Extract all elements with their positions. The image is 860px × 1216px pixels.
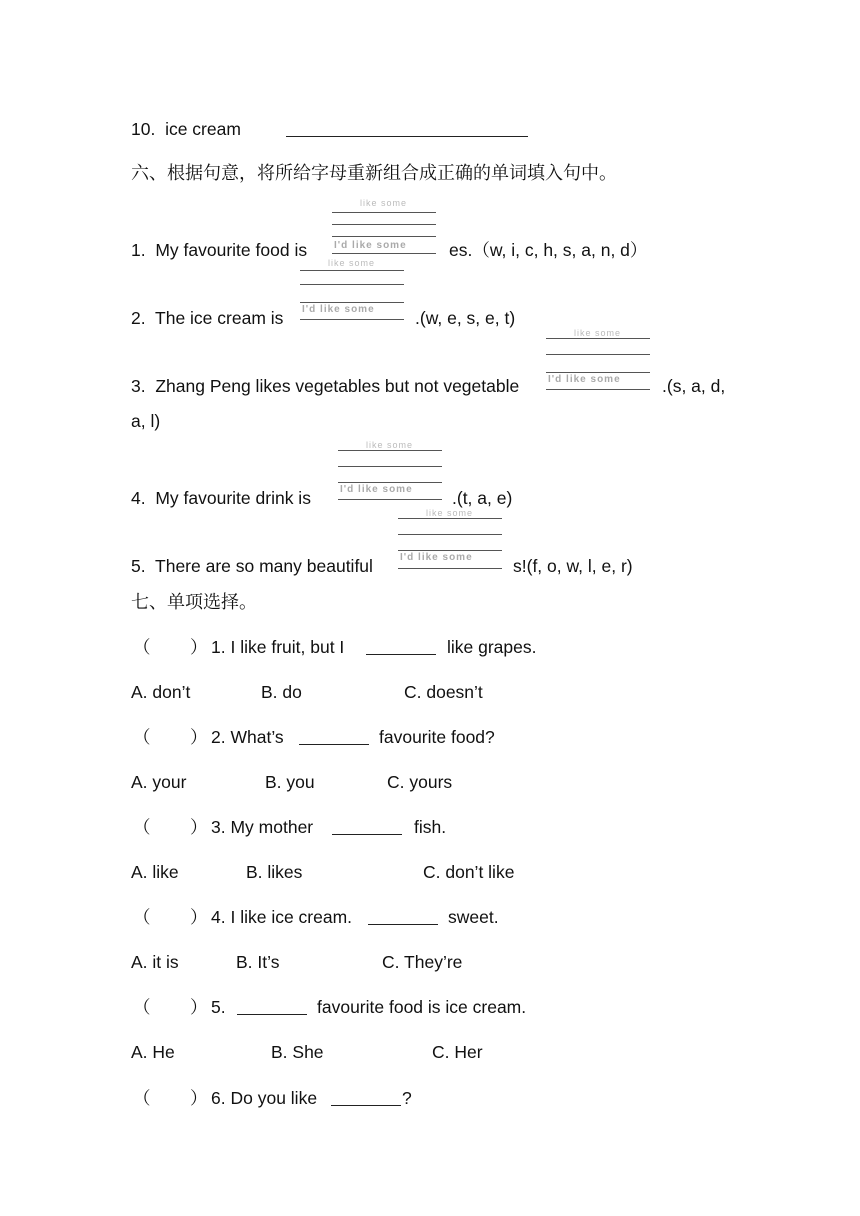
answer-paren-open: （: [133, 727, 151, 747]
mc-question-5: [211, 999, 226, 1017]
answer-blank[interactable]: like some I'd like some: [546, 328, 650, 390]
item-hint: es.（w, i, c, h, s, a, n, d）: [449, 240, 648, 260]
section-6-heading: 六、根据句意，将所给字母重新组合成正确的单词填入句中。: [131, 163, 617, 184]
question-number: 5.: [211, 997, 226, 1017]
option-a[interactable]: A. like: [131, 862, 179, 882]
option-a[interactable]: A. don’t: [131, 682, 191, 702]
question-text: I like ice cream.: [230, 907, 353, 927]
fill-item-3: [131, 378, 519, 396]
item-text: Zhang Peng likes vegetables but not vegetable: [155, 376, 520, 396]
answer-blank[interactable]: like some I'd like some: [300, 258, 404, 320]
answer-line[interactable]: [332, 820, 402, 835]
option-c[interactable]: C. Her: [432, 1042, 483, 1062]
section-7-heading: 七、单项选择。: [131, 592, 257, 613]
item-number: 4.: [131, 488, 146, 508]
answer-paren-open: （: [133, 907, 151, 927]
question-text-after: favourite food?: [379, 727, 495, 747]
mc-question-6: [211, 1090, 317, 1108]
question-text-after: fish.: [414, 817, 447, 837]
item-text: My favourite drink is: [155, 488, 311, 508]
option-c[interactable]: C. yours: [387, 772, 453, 792]
option-a[interactable]: A. your: [131, 772, 187, 792]
option-c[interactable]: C. don’t like: [423, 862, 515, 882]
option-b[interactable]: B. likes: [246, 862, 303, 882]
answer-paren-close: ）: [190, 997, 208, 1017]
question-10: [131, 121, 241, 139]
question-number: 1.: [211, 637, 226, 657]
question-text-after: like grapes.: [447, 637, 537, 657]
option-b[interactable]: B. It’s: [236, 952, 280, 972]
question-number: 10.: [131, 119, 156, 139]
question-number: 3.: [211, 817, 226, 837]
fill-item-2: [131, 310, 283, 328]
question-text: I like fruit, but I: [230, 637, 345, 657]
answer-paren-open: （: [133, 997, 151, 1017]
item-hint-continued: a, l): [131, 411, 161, 431]
answer-paren-close: ）: [190, 907, 208, 927]
answer-paren-close: ）: [190, 1088, 208, 1108]
answer-paren-close: ）: [190, 637, 208, 657]
mc-question-2: [211, 729, 284, 747]
answer-blank[interactable]: like some I'd like some: [398, 508, 502, 570]
answer-paren-open: （: [133, 1088, 151, 1108]
answer-paren-open: （: [133, 637, 151, 657]
question-number: 4.: [211, 907, 226, 927]
answer-blank[interactable]: like some I'd like some: [338, 440, 442, 502]
question-text-after: sweet.: [448, 907, 499, 927]
question-text: My mother: [230, 817, 314, 837]
answer-line[interactable]: [237, 1000, 307, 1015]
answer-paren-close: ）: [190, 727, 208, 747]
answer-paren-open: （: [133, 817, 151, 837]
mc-question-1: [211, 639, 344, 657]
question-text: What’s: [230, 727, 284, 747]
question-text: Do you like: [230, 1088, 318, 1108]
fill-item-4: [131, 490, 311, 508]
item-hint: s!(f, o, w, l, e, r): [513, 556, 633, 576]
question-number: 2.: [211, 727, 226, 747]
item-number: 1.: [131, 240, 146, 260]
fill-item-1: [131, 242, 307, 260]
answer-line[interactable]: [286, 122, 528, 137]
answer-paren-close: ）: [190, 817, 208, 837]
option-a[interactable]: A. it is: [131, 952, 179, 972]
answer-line[interactable]: [299, 730, 369, 745]
option-c[interactable]: C. doesn’t: [404, 682, 483, 702]
option-a[interactable]: A. He: [131, 1042, 175, 1062]
answer-line[interactable]: [331, 1091, 401, 1106]
option-b[interactable]: B. you: [265, 772, 315, 792]
answer-line[interactable]: [366, 640, 436, 655]
question-text-after: ?: [402, 1088, 412, 1108]
question-text-after: favourite food is ice cream.: [317, 997, 527, 1017]
mc-question-4: [211, 909, 352, 927]
item-number: 2.: [131, 308, 146, 328]
item-hint: .(t, a, e): [452, 488, 513, 508]
option-b[interactable]: B. She: [271, 1042, 324, 1062]
fill-item-5: [131, 558, 373, 576]
answer-line[interactable]: [368, 910, 438, 925]
question-number: 6.: [211, 1088, 226, 1108]
mc-question-3: [211, 819, 313, 837]
item-number: 3.: [131, 376, 146, 396]
item-text: The ice cream is: [155, 308, 284, 328]
item-hint: .(w, e, s, e, t): [415, 308, 516, 328]
option-b[interactable]: B. do: [261, 682, 302, 702]
item-text: My favourite food is: [155, 240, 308, 260]
question-text: ice cream: [165, 119, 241, 139]
item-text: There are so many beautiful: [155, 556, 373, 576]
answer-blank[interactable]: like some I'd like some: [332, 198, 436, 260]
item-number: 5.: [131, 556, 146, 576]
item-hint: .(s, a, d,: [662, 376, 726, 396]
option-c[interactable]: C. They’re: [382, 952, 463, 972]
